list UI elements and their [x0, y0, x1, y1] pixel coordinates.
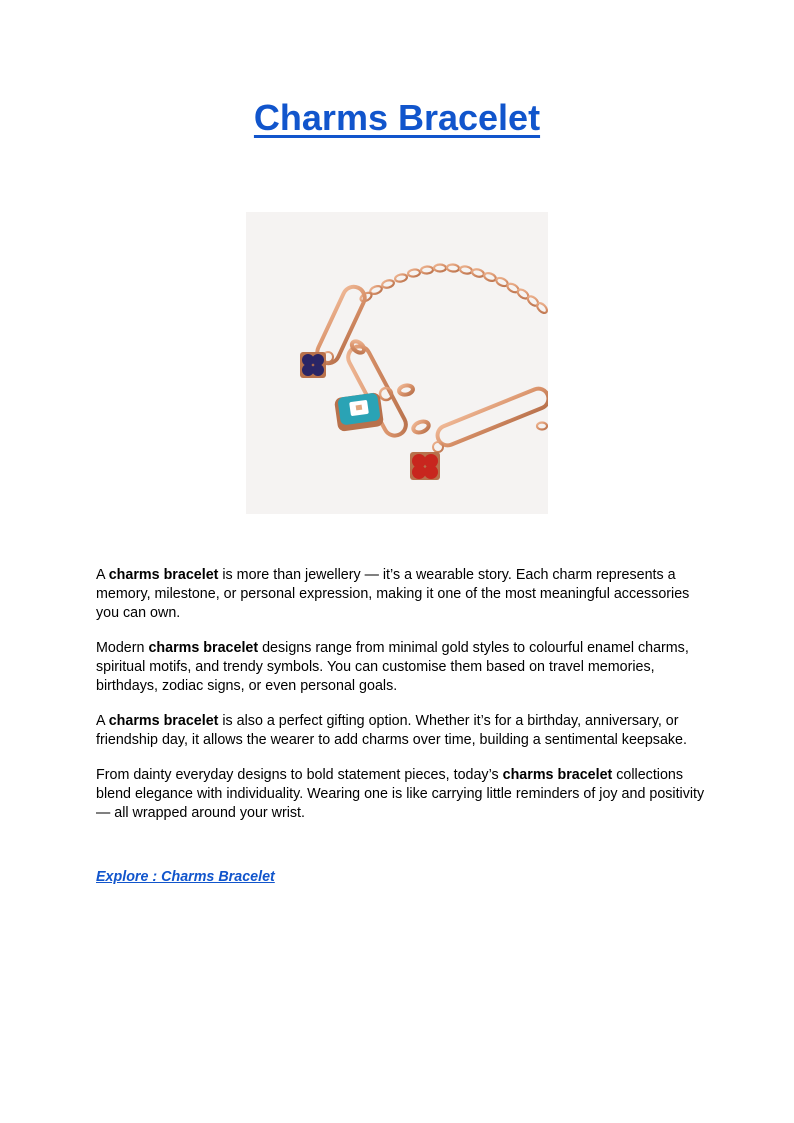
bracelet-product-image — [246, 212, 548, 514]
keyword-bold: charms bracelet — [108, 567, 219, 583]
page-title: Charms Bracelet — [253, 97, 541, 138]
top-chain — [359, 264, 548, 315]
paragraph-3: A charms bracelet is also a perfect gifting option. Whether it’s for a birthday, anniversary, or friendship day, it allows the wearer to add charms over time, building a sentimental keepsake. — [96, 713, 687, 748]
bracelet-illustration — [246, 212, 548, 514]
explore-link[interactable]: Explore : Charms Bracelet — [96, 869, 275, 885]
paragraph-1: A charms bracelet is more than jewellery — it’s a wearable story. Each charm represents a memory, milestone, or personal expression, making it one of the most meaningful accessories you can own. — [96, 567, 690, 621]
right-chain — [537, 423, 547, 430]
article-body — [96, 566, 706, 839]
keyword-bold: charms bracelet — [108, 713, 219, 729]
paragraph-2: Modern charms bracelet designs range from minimal gold styles to colourful enamel charms, spiritual motifs, and trendy symbols. You can customise them based on travel memories, birthdays, zodiac signs, or even personal goals. — [96, 640, 689, 694]
keyword-bold: charms bracelet — [148, 640, 259, 656]
paragraph-4: From dainty everyday designs to bold statement pieces, today’s charms bracelet collections blend elegance with individuality. Wearing one is like carrying little reminders of joy and positivity — all wrapped around your wrist. — [96, 767, 705, 821]
keyword-bold: charms bracelet — [502, 767, 613, 783]
red-clover-charm — [410, 442, 443, 480]
